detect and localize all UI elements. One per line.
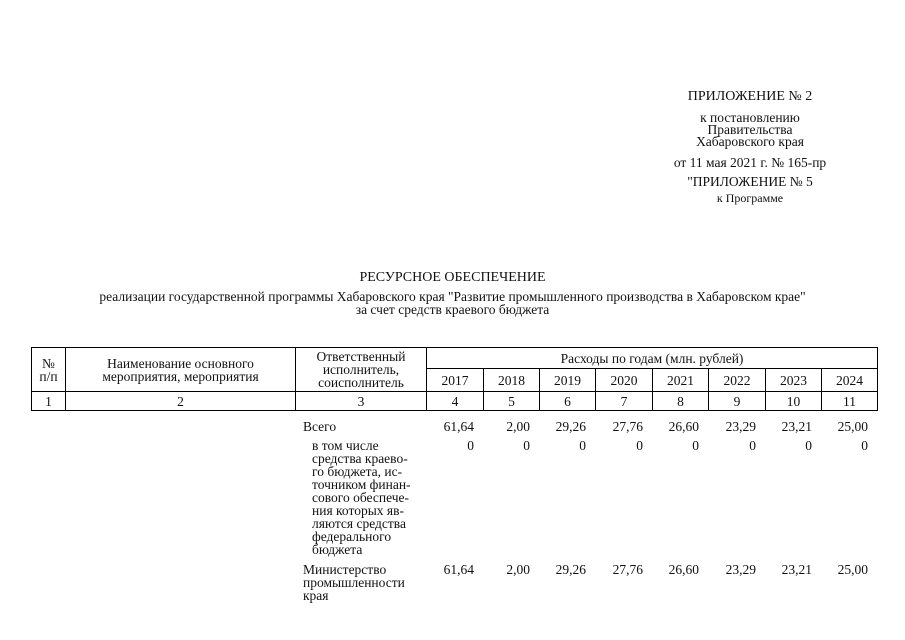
col-number-10: 10 (766, 392, 822, 411)
col-number-6: 6 (540, 392, 596, 411)
row-ministry-value: 23,29 (725, 562, 756, 577)
row-label-line: Министерство (303, 562, 387, 577)
col-number-2: 2 (66, 392, 296, 411)
row-label-line: Всего (303, 419, 337, 434)
appendix-old: "ПРИЛОЖЕНИЕ № 5 (687, 174, 813, 189)
col-number-11: 11 (822, 392, 878, 411)
row-total-value: 23,21 (781, 419, 812, 434)
row-label-line: федерального (312, 529, 392, 544)
row-federal-value: 0 (579, 438, 586, 453)
row-label-line: точником финан- (312, 477, 411, 492)
row-label-line: бюджета (312, 542, 363, 557)
resource-table (31, 347, 878, 411)
row-federal-value: 0 (692, 438, 699, 453)
col-number-3: 3 (296, 392, 427, 411)
row-total-value: 2,00 (506, 419, 530, 434)
row-label-line: промышленности (303, 575, 405, 590)
year-2023: 2023 (766, 369, 822, 392)
year-2021: 2021 (653, 369, 709, 392)
row-label-ministry (303, 563, 405, 602)
header-executor-line1: Ответственный (316, 349, 406, 364)
year-2024: 2024 (822, 369, 878, 392)
to-program: к Программе (716, 191, 784, 205)
col-number-7: 7 (596, 392, 653, 411)
row-label-line: ляются средства (312, 516, 406, 531)
header-executor-line3: соисполнитель (318, 375, 404, 390)
row-federal-value: 0 (636, 438, 643, 453)
row-total-value: 61,64 (443, 419, 474, 434)
year-2022: 2022 (709, 369, 766, 392)
header-no-line1: № (42, 355, 55, 371)
row-label-line: ния которых яв- (312, 503, 404, 518)
row-federal-value: 0 (467, 438, 474, 453)
row-ministry-value: 26,60 (668, 562, 699, 577)
year-2020: 2020 (596, 369, 653, 392)
date-number: от 11 мая 2021 г. № 165-пр (673, 155, 827, 170)
row-total-value: 25,00 (837, 419, 868, 434)
document-subtitle: реализации государственной программы Хабаровского края "Развитие промышленного производства в Хабаровском крае" (99, 289, 806, 304)
government: Правительства (707, 122, 793, 137)
row-ministry-value: 25,00 (837, 562, 868, 577)
col-number-4: 4 (427, 392, 484, 411)
col-number-5: 5 (484, 392, 540, 411)
row-ministry-value: 27,76 (612, 562, 643, 577)
row-ministry-value: 29,26 (555, 562, 586, 577)
header-name-line2: мероприятия, мероприятия (102, 368, 259, 384)
year-2018: 2018 (484, 369, 540, 392)
row-label-line: края (303, 588, 329, 603)
year-2017: 2017 (427, 369, 484, 392)
row-label-line: сового обеспече- (312, 490, 410, 505)
row-label-line: го бюджета, ис- (312, 464, 403, 479)
row-total-value: 26,60 (668, 419, 699, 434)
region: Хабаровского края (696, 134, 804, 149)
col-number-8: 8 (653, 392, 709, 411)
row-label-line: в том числе (312, 438, 379, 453)
row-label-total (303, 420, 336, 433)
row-label-line: средства краево- (312, 451, 408, 466)
col-number-1: 1 (32, 392, 66, 411)
header-expenses: Расходы по годам (млн. рублей) (427, 348, 878, 369)
header-name (66, 348, 296, 392)
header-no (32, 348, 66, 392)
row-federal-value: 0 (523, 438, 530, 453)
row-total-value: 27,76 (612, 419, 643, 434)
row-total-value: 23,29 (725, 419, 756, 434)
header-executor (296, 348, 427, 392)
year-2019: 2019 (540, 369, 596, 392)
row-federal-value: 0 (861, 438, 868, 453)
header-no-line2: п/п (39, 368, 58, 384)
row-federal-value: 0 (805, 438, 812, 453)
header-name-line1: Наименование основного (107, 355, 254, 371)
document-subtitle-2: за счет средств краевого бюджета (355, 302, 550, 317)
row-federal-value: 0 (749, 438, 756, 453)
row-ministry-value: 23,21 (781, 562, 812, 577)
row-ministry-value: 61,64 (443, 562, 474, 577)
col-number-9: 9 (709, 392, 766, 411)
header-executor-line2: исполнитель, (322, 362, 400, 377)
to-resolution: к постановлению (700, 110, 800, 125)
row-label-federal (312, 439, 411, 556)
row-ministry-value: 2,00 (506, 562, 530, 577)
document-title: РЕСУРСНОЕ ОБЕСПЕЧЕНИЕ (359, 270, 546, 285)
appendix-title: ПРИЛОЖЕНИЕ № 2 (687, 89, 813, 104)
row-total-value: 29,26 (555, 419, 586, 434)
